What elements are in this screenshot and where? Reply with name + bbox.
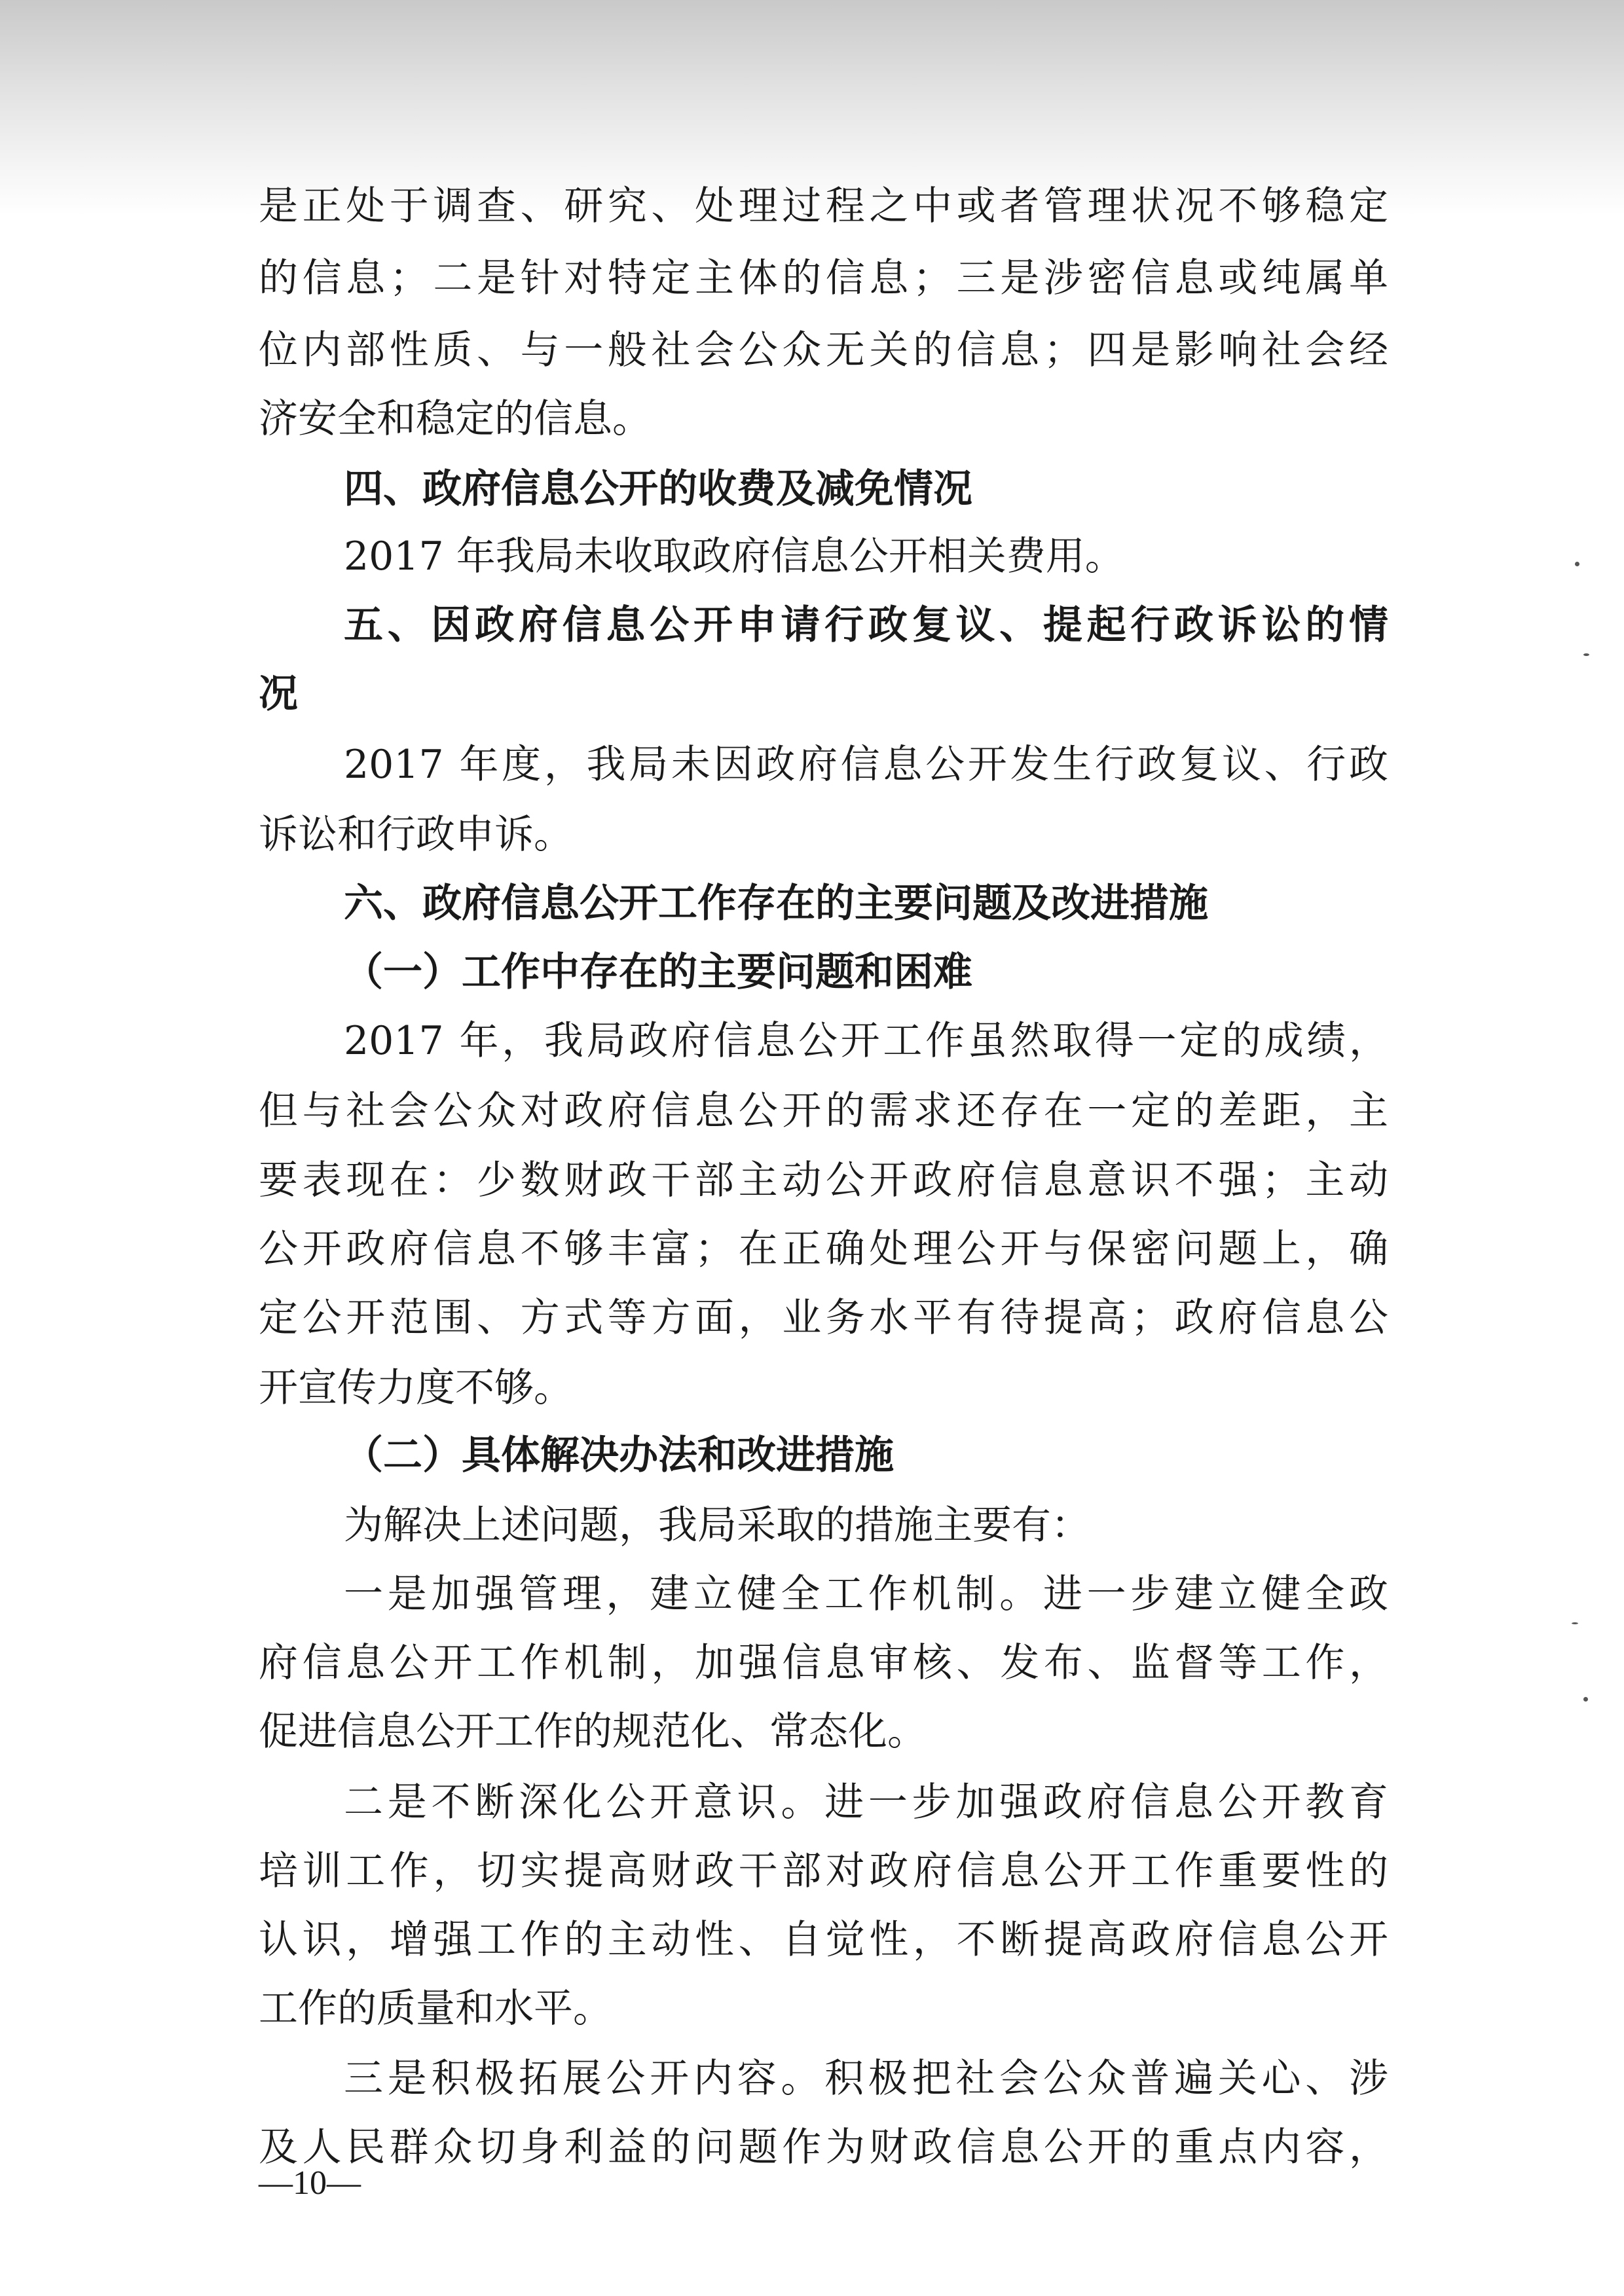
- text-line: 及人民群众切身利益的问题作为财政信息公开的重点内容，: [259, 2124, 1388, 2170]
- text-line: 2017 年，我局政府信息公开工作虽然取得一定的成绩，: [344, 1018, 1388, 1064]
- text-line: 二是不断深化公开意识。进一步加强政府信息公开教育: [344, 1779, 1388, 1825]
- text-line: 三是积极拓展公开内容。积极把社会公众普遍关心、涉: [344, 2056, 1388, 2102]
- section-heading-6: 六、政府信息公开工作存在的主要问题及改进措施: [344, 881, 1208, 926]
- text-line: 培训工作，切实提高财政干部对政府信息公开工作重要性的: [259, 1848, 1388, 1894]
- scan-speck: [1583, 653, 1589, 656]
- text-line: 为解决上述问题，我局采取的措施主要有：: [344, 1503, 1090, 1548]
- text-line: 开宣传力度不够。: [259, 1365, 573, 1411]
- text-line: 2017 年度，我局未因政府信息公开发生行政复议、行政: [344, 742, 1388, 788]
- text-line: 是正处于调查、研究、处理过程之中或者管理状况不够稳定: [259, 183, 1388, 229]
- scan-speck: [1575, 562, 1579, 566]
- text-line: 促进信息公开工作的规范化、常态化。: [259, 1709, 927, 1755]
- text-line: 定公开范围、方式等方面，业务水平有待提高；政府信息公: [259, 1295, 1388, 1341]
- section-heading-4: 四、政府信息公开的收费及减免情况: [344, 466, 972, 512]
- subsection-heading-2: （二）具体解决办法和改进措施: [344, 1432, 894, 1478]
- section-heading-5-cont: 况: [259, 671, 298, 717]
- text-line: 但与社会公众对政府信息公开的需求还存在一定的差距，主: [259, 1088, 1388, 1134]
- text-line: 2017 年我局未收取政府信息公开相关费用。: [344, 534, 1124, 579]
- text-line: 的信息；二是针对特定主体的信息；三是涉密信息或纯属单: [259, 255, 1388, 301]
- text-line: 认识，增强工作的主动性、自觉性，不断提高政府信息公开: [259, 1917, 1388, 1963]
- text-line: 济安全和稳定的信息。: [259, 396, 652, 442]
- text-line: 诉讼和行政申诉。: [259, 812, 573, 858]
- text-line: 府信息公开工作机制，加强信息审核、发布、监督等工作，: [259, 1640, 1388, 1686]
- text-line: 要表现在：少数财政干部主动公开政府信息意识不强；主动: [259, 1157, 1388, 1203]
- text-line: 工作的质量和水平。: [259, 1986, 612, 2032]
- section-heading-5: 五、因政府信息公开申请行政复议、提起行政诉讼的情: [344, 602, 1388, 648]
- scan-speck: [1572, 1622, 1578, 1624]
- text-line: 一是加强管理，建立健全工作机制。进一步建立健全政: [344, 1571, 1388, 1617]
- subsection-heading-1: （一）工作中存在的主要问题和困难: [344, 949, 972, 995]
- text-line: 公开政府信息不够丰富；在正确处理公开与保密问题上，确: [259, 1226, 1388, 1272]
- page-number: —10—: [259, 2164, 361, 2202]
- scan-speck: [1583, 1697, 1588, 1702]
- text-line: 位内部性质、与一般社会公众无关的信息；四是影响社会经: [259, 327, 1388, 373]
